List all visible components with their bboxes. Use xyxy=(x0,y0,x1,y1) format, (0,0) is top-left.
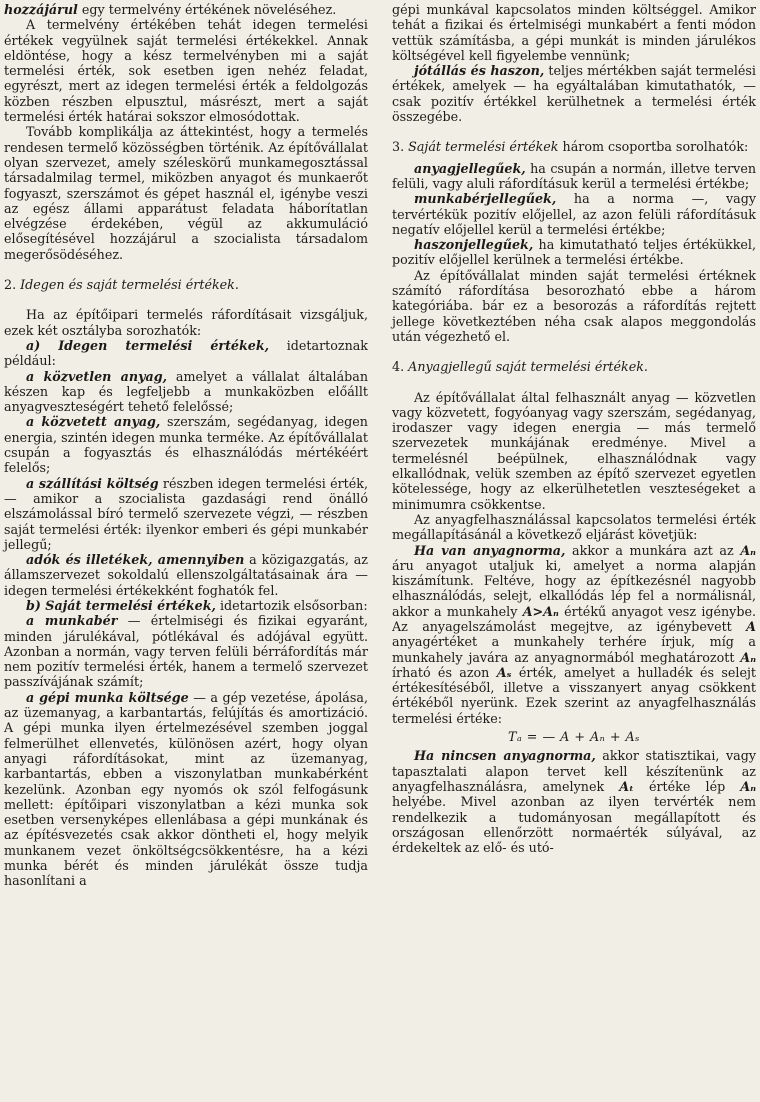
body-text: ha csupán a normán, illetve terven felüli, vagy aluli ráfordításuk kerül a termelési értékbe; xyxy=(392,160,756,191)
section-heading xyxy=(4,277,368,292)
paragraph xyxy=(4,598,368,613)
paragraph xyxy=(4,414,368,475)
emphasis-text: a közvetlen anyag, xyxy=(26,368,167,384)
left-column xyxy=(4,2,368,889)
body-text: Tovább komplikálja az áttekintést, hogy a termelés rendesen termelő közösségben történik. Az építővállalat olyan szervezet, amely széleskörű munkamegosztással társadalmilag termel, miközben anyagot és munkaerőt fogyaszt, szerszámot és gépet használ el, igénybe veszi az egész állami apparátust feladata háborítatlan elvégzése érdekében, végül az akkumuláció elősegítésével hozzájárul a szocialista társadalom megerősödéséhez. xyxy=(4,124,368,262)
section-number: 2. xyxy=(4,277,17,293)
paragraph xyxy=(392,2,756,63)
paragraph xyxy=(4,690,368,889)
body-text: Ha az építőipari termelés ráfordításait vizsgáljuk, ezek két osztályba sorozhatók: xyxy=(4,307,368,338)
emphasis-text: Aₛ xyxy=(496,664,512,680)
emphasis-text: munkabérjellegűek, xyxy=(414,191,557,207)
emphasis-text: Aₙ xyxy=(740,542,756,558)
emphasis-text: A>Aₙ xyxy=(522,603,559,619)
paragraph xyxy=(4,2,368,17)
emphasis-text: hozzájárul xyxy=(4,2,78,17)
section-heading xyxy=(392,139,756,154)
body-text: érték, amelyet a hulladék és selejt értékesítéséből, illetve a visszanyert anyag csökkent értékéből nyerünk. Ezek szerint az anyagfelhasználás termelési értéke: xyxy=(392,664,756,726)
emphasis-text: a szállítási költség xyxy=(26,475,159,491)
paragraph xyxy=(392,748,756,855)
paragraph xyxy=(392,268,756,344)
body-text: — értelmiségi és fizikai egyaránt, minden járulékával, pótlékával és adójával együtt. Azonban a normán, vagy terven felüli bérráfordítás már nem pozitív termelési érték, hanem a termelő szervezet passzívájának számít; xyxy=(4,613,368,690)
body-text: írható és azon xyxy=(392,664,497,680)
body-text: Az anyagfelhasználással kapcsolatos termelési érték megállapításánál a következő eljárást követjük: xyxy=(392,511,756,543)
paragraph xyxy=(392,63,756,124)
section-title: Saját termelési értékek xyxy=(408,139,559,155)
body-text: idetartozik elsősorban: xyxy=(215,597,368,613)
paragraph xyxy=(392,390,756,512)
right-column xyxy=(392,2,756,855)
section-title-rest: három csoportba sorolhatók: xyxy=(558,139,749,155)
emphasis-text: Ha nincsen anyagnorma, xyxy=(414,748,596,764)
paragraph xyxy=(4,369,368,415)
emphasis-text: a) Idegen termelési értékek, xyxy=(26,337,270,353)
spacer xyxy=(392,124,756,139)
paragraph xyxy=(392,512,756,543)
body-text: akkor statisztikai, vagy tapasztalati alapon tervet kell készítenünk az anyagfelhasználásra, amelynek xyxy=(392,748,756,794)
body-text: Az építővállalat által felhasznált anyag — közvetlen vagy közvetett, fogyóanyag vagy szerszám, segédanyag, irodaszer vagy idegen energia — más termelő szervezetek munkájának eredménye. Mivel a termelésnél beépülnek, elhasználódnak vagy elkallódnak, velük szemben az építő szervezet egyetlen kötelessége, hogy az elkerülhetetlen veszteségeket a minimumra csökkentse. xyxy=(392,389,756,512)
section-number: 3. xyxy=(392,139,405,155)
paragraph xyxy=(4,613,368,689)
spacer xyxy=(4,262,368,277)
emphasis-text: A xyxy=(746,618,756,634)
emphasis-text: anyagjellegűek, xyxy=(414,160,526,176)
emphasis-text: jótállás és haszon, xyxy=(414,63,545,79)
formula: Tₐ = — A + Aₙ + Aₛ xyxy=(508,729,640,745)
section-heading xyxy=(392,359,756,374)
paragraph xyxy=(4,338,368,369)
body-text: helyébe. Mivel azonban az ilyen tervérték nem rendelkezik a tudományosan megállapított és országosan ellenőrzött normaérték súlyával, az érdekeltek az elő- és utó- xyxy=(392,794,756,856)
body-text: egy termelvény értékének növeléséhez. xyxy=(77,2,337,17)
paragraph xyxy=(4,552,368,598)
paragraph xyxy=(392,191,756,237)
body-text: teljes mértékben saját termelési értékek, amelyek — ha egyáltalában kimutathatók, — csak pozitív értékkel kerülhetnek a termelési érték összegébe. xyxy=(392,63,756,125)
emphasis-text: Aₜ xyxy=(619,778,634,794)
spacer xyxy=(392,344,756,359)
paragraph xyxy=(4,307,368,338)
spacer xyxy=(4,292,368,307)
body-text: a közigazgatás, az államszervezet sokoldalú ellenszolgáltatásainak ára — idegen termelési értékekként foghatók fel. xyxy=(4,552,368,598)
paragraph xyxy=(392,237,756,268)
body-text: amelyet a vállalat általában készen kap és legfeljebb a munkaközben előállt anyagveszteségért tehető felelőssé; xyxy=(4,368,368,415)
body-text: anyagértéket a munkahely terhére írjuk, míg a munkahely javára az anyagnormából meghatározott xyxy=(392,634,756,665)
emphasis-text: a gépi munka költsége xyxy=(26,689,189,705)
emphasis-text: adók és illetékek, amennyiben xyxy=(26,552,245,568)
paragraph xyxy=(392,161,756,192)
paragraph xyxy=(4,124,368,262)
body-text: értékű anyagot vesz igénybe. Az anyagelszámolást megejtve, az igénybevett xyxy=(392,603,757,634)
spacer xyxy=(392,375,756,390)
emphasis-text: a munkabér xyxy=(26,613,118,629)
body-text: értéke lép xyxy=(633,778,741,794)
section-number: 4. xyxy=(392,359,405,375)
paragraph xyxy=(392,543,756,727)
body-text: — a gép vezetése, ápolása, az üzemanyag, a karbantartás, felújítás és amortizáció. A gépi munka ilyen értelmezésével szemben joggal felmerülhet ellenvetés, különösen azért, hogy olyan anyagi ráfordításokat, mint az üzemanyag, karbantartás, ebben a viszonylatban munkabérként kezelünk. Azonban egy nyomós ok szól felfogásunk mellett: építőipari viszonylatban a kézi munka sok esetben versenyképes ellenlábasa a gépi munkának és az építésvezetés csak akkor döntheti el, hogy melyik munkanem vezet önköltségcsökkentésre, ha a kézi munka bérét és minden járulékát össze tudja hasonlítani a xyxy=(4,689,368,889)
body-text: Az építővállalat minden saját termelési értéknek számító ráfordítása besorozható ebbe a három kategóriába. bár ez a besorozás a ráfordítás rejtett jellege következtében néha csak alapos meggondolás után végezhető el. xyxy=(392,267,756,344)
body-text: ha kimutatható teljes értékükkel, pozitív előjellel kerülnek a termelési értékbe. xyxy=(392,237,756,268)
emphasis-text: b) Saját termelési értékek, xyxy=(26,597,216,613)
section-title: Anyagjellegű saját termelési értékek. xyxy=(408,359,648,375)
body-text: A termelvény értékében tehát idegen termelési értékek vegyülnek saját termelési értékekkel. Annak eldöntése, hogy a kész termelvényben mi a saját termelési érték, sok esetben igen nehéz feladat, egyrészt, mert az idegen termelési érték a feldolgozás közben részben elpusztul, másrészt, mert a saját termelési érték határai sokszor elmosódottak. xyxy=(4,17,368,125)
body-text: ha a norma —, vagy tervértékük pozitív előjellel, az azon felüli ráfordításuk negatív előjellel kerül a termelési értékbe; xyxy=(392,191,756,237)
emphasis-text: Ha van anyagnorma, xyxy=(414,542,566,558)
paragraph xyxy=(4,476,368,552)
section-title: Idegen és saját termelési értékek. xyxy=(20,277,239,293)
paragraph xyxy=(4,17,368,124)
emphasis-text: a közvetett anyag, xyxy=(26,414,161,430)
body-text: részben idegen termelési érték, — amikor a szocialista gazdasági rend önálló elszámolással bíró termelő szervezete végzi, — részben saját termelési érték: ilyenkor emberi és gépi munkabér jellegű; xyxy=(4,475,368,552)
emphasis-text: Aₙ xyxy=(740,649,756,665)
body-text: gépi munkával kapcsolatos minden költséggel. Amikor tehát a fizikai és értelmiségi munkabért a fenti módon vettük számításba, a gépi munkát is minden járulékos költségével kell figyelembe vennünk; xyxy=(392,2,756,63)
emphasis-text: Aₙ xyxy=(740,778,756,794)
emphasis-text: haszonjellegűek, xyxy=(414,237,534,253)
body-text: akkor a munkára azt az xyxy=(565,542,741,558)
body-text: szerszám, segédanyag, idegen energia, szintén idegen munka terméke. Az építővállalat csupán a fogyasztás és elhasználódás mértékéért felelős; xyxy=(4,414,368,476)
body-text: idetartoznak például: xyxy=(4,337,368,369)
body-text: áru anyagot utaljuk ki, amelyet a norma alapján kiszámítunk. Feltéve, hogy az építkezésnél nagyobb elhasználódás, selejt, elkallódás lép fel a normálisnál, akkor a munkahely xyxy=(392,557,756,619)
